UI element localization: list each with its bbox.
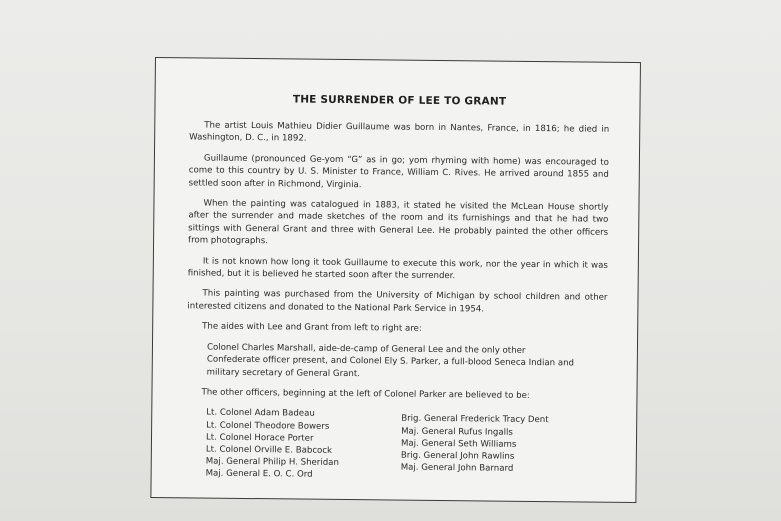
officer-name: Lt. Colonel Orville E. Babcock xyxy=(205,444,333,456)
officer-name: Lt. Colonel Theodore Bowers xyxy=(206,420,330,432)
officer-name: Maj. General Rufus Ingalls xyxy=(401,426,513,438)
officers-intro: The other officers, beginning at the left of Colonel Parker are believed to be: xyxy=(201,387,530,401)
officer-name: Maj. General Philip H. Sheridan xyxy=(205,456,339,469)
paragraph-pronunciation: Guillaume (pronounced Ge-yom “G” as in go; yom rhyming with home) was encouraged to come to this country by U. S. Minister to France, William C. Rives. He arrived around 1855 and settled soon after in Richmond, Virginia. xyxy=(188,153,609,190)
officer-name: Lt. Colonel Horace Porter xyxy=(205,432,314,444)
officer-name: Maj. General Seth Williams xyxy=(400,438,517,450)
paragraph-catalogue: When the painting was catalogued in 1883, it stated he visited the McLean House shortly after the surrender and made sketches of the room and its furnishings and that he had two sittings with General Grant and three with General Lee. He probably painted the other officers from photographs. xyxy=(188,198,609,247)
officers-left-column xyxy=(206,407,402,482)
officer-name: Lt. Colonel Adam Badeau xyxy=(206,407,315,420)
officer-name: Maj. General John Barnard xyxy=(400,462,514,474)
placard-title: THE SURRENDER OF LEE TO GRANT xyxy=(292,93,507,108)
officers-list xyxy=(186,407,607,485)
paragraph-purchase: This painting was purchased from the University of Michigan by school children and other interested citizens and donated to the National Park Service in 1954. xyxy=(187,288,608,315)
officer-name: Maj. General E. O. C. Ord xyxy=(205,468,313,481)
officer-name: Brig. General John Rawlins xyxy=(400,450,515,462)
paragraph-aides-intro: The aides with Lee and Grant from left to right are: xyxy=(202,321,422,335)
paragraph-execution: It is not known how long it took Guillaume to execute this work, nor the year in which it was finished, but it is believed he started soon after the surrender. xyxy=(187,256,608,282)
aides-description: Colonel Charles Marshall, aide-de-camp of General Lee and the only other Confederate officer present, and Colonel Ely S. Parker, a full-blood Seneca Indian and military secretary of General Grant. xyxy=(206,342,575,379)
officers-right-column xyxy=(401,413,549,484)
paragraph-artist-bio: The artist Louis Mathieu Didier Guillaume was born in Nantes, France, in 1816; he died in Washington, D. C., in 1892. xyxy=(189,120,610,144)
placard xyxy=(150,57,641,503)
officer-name: Brig. General Frederick Tracy Dent xyxy=(401,413,549,426)
